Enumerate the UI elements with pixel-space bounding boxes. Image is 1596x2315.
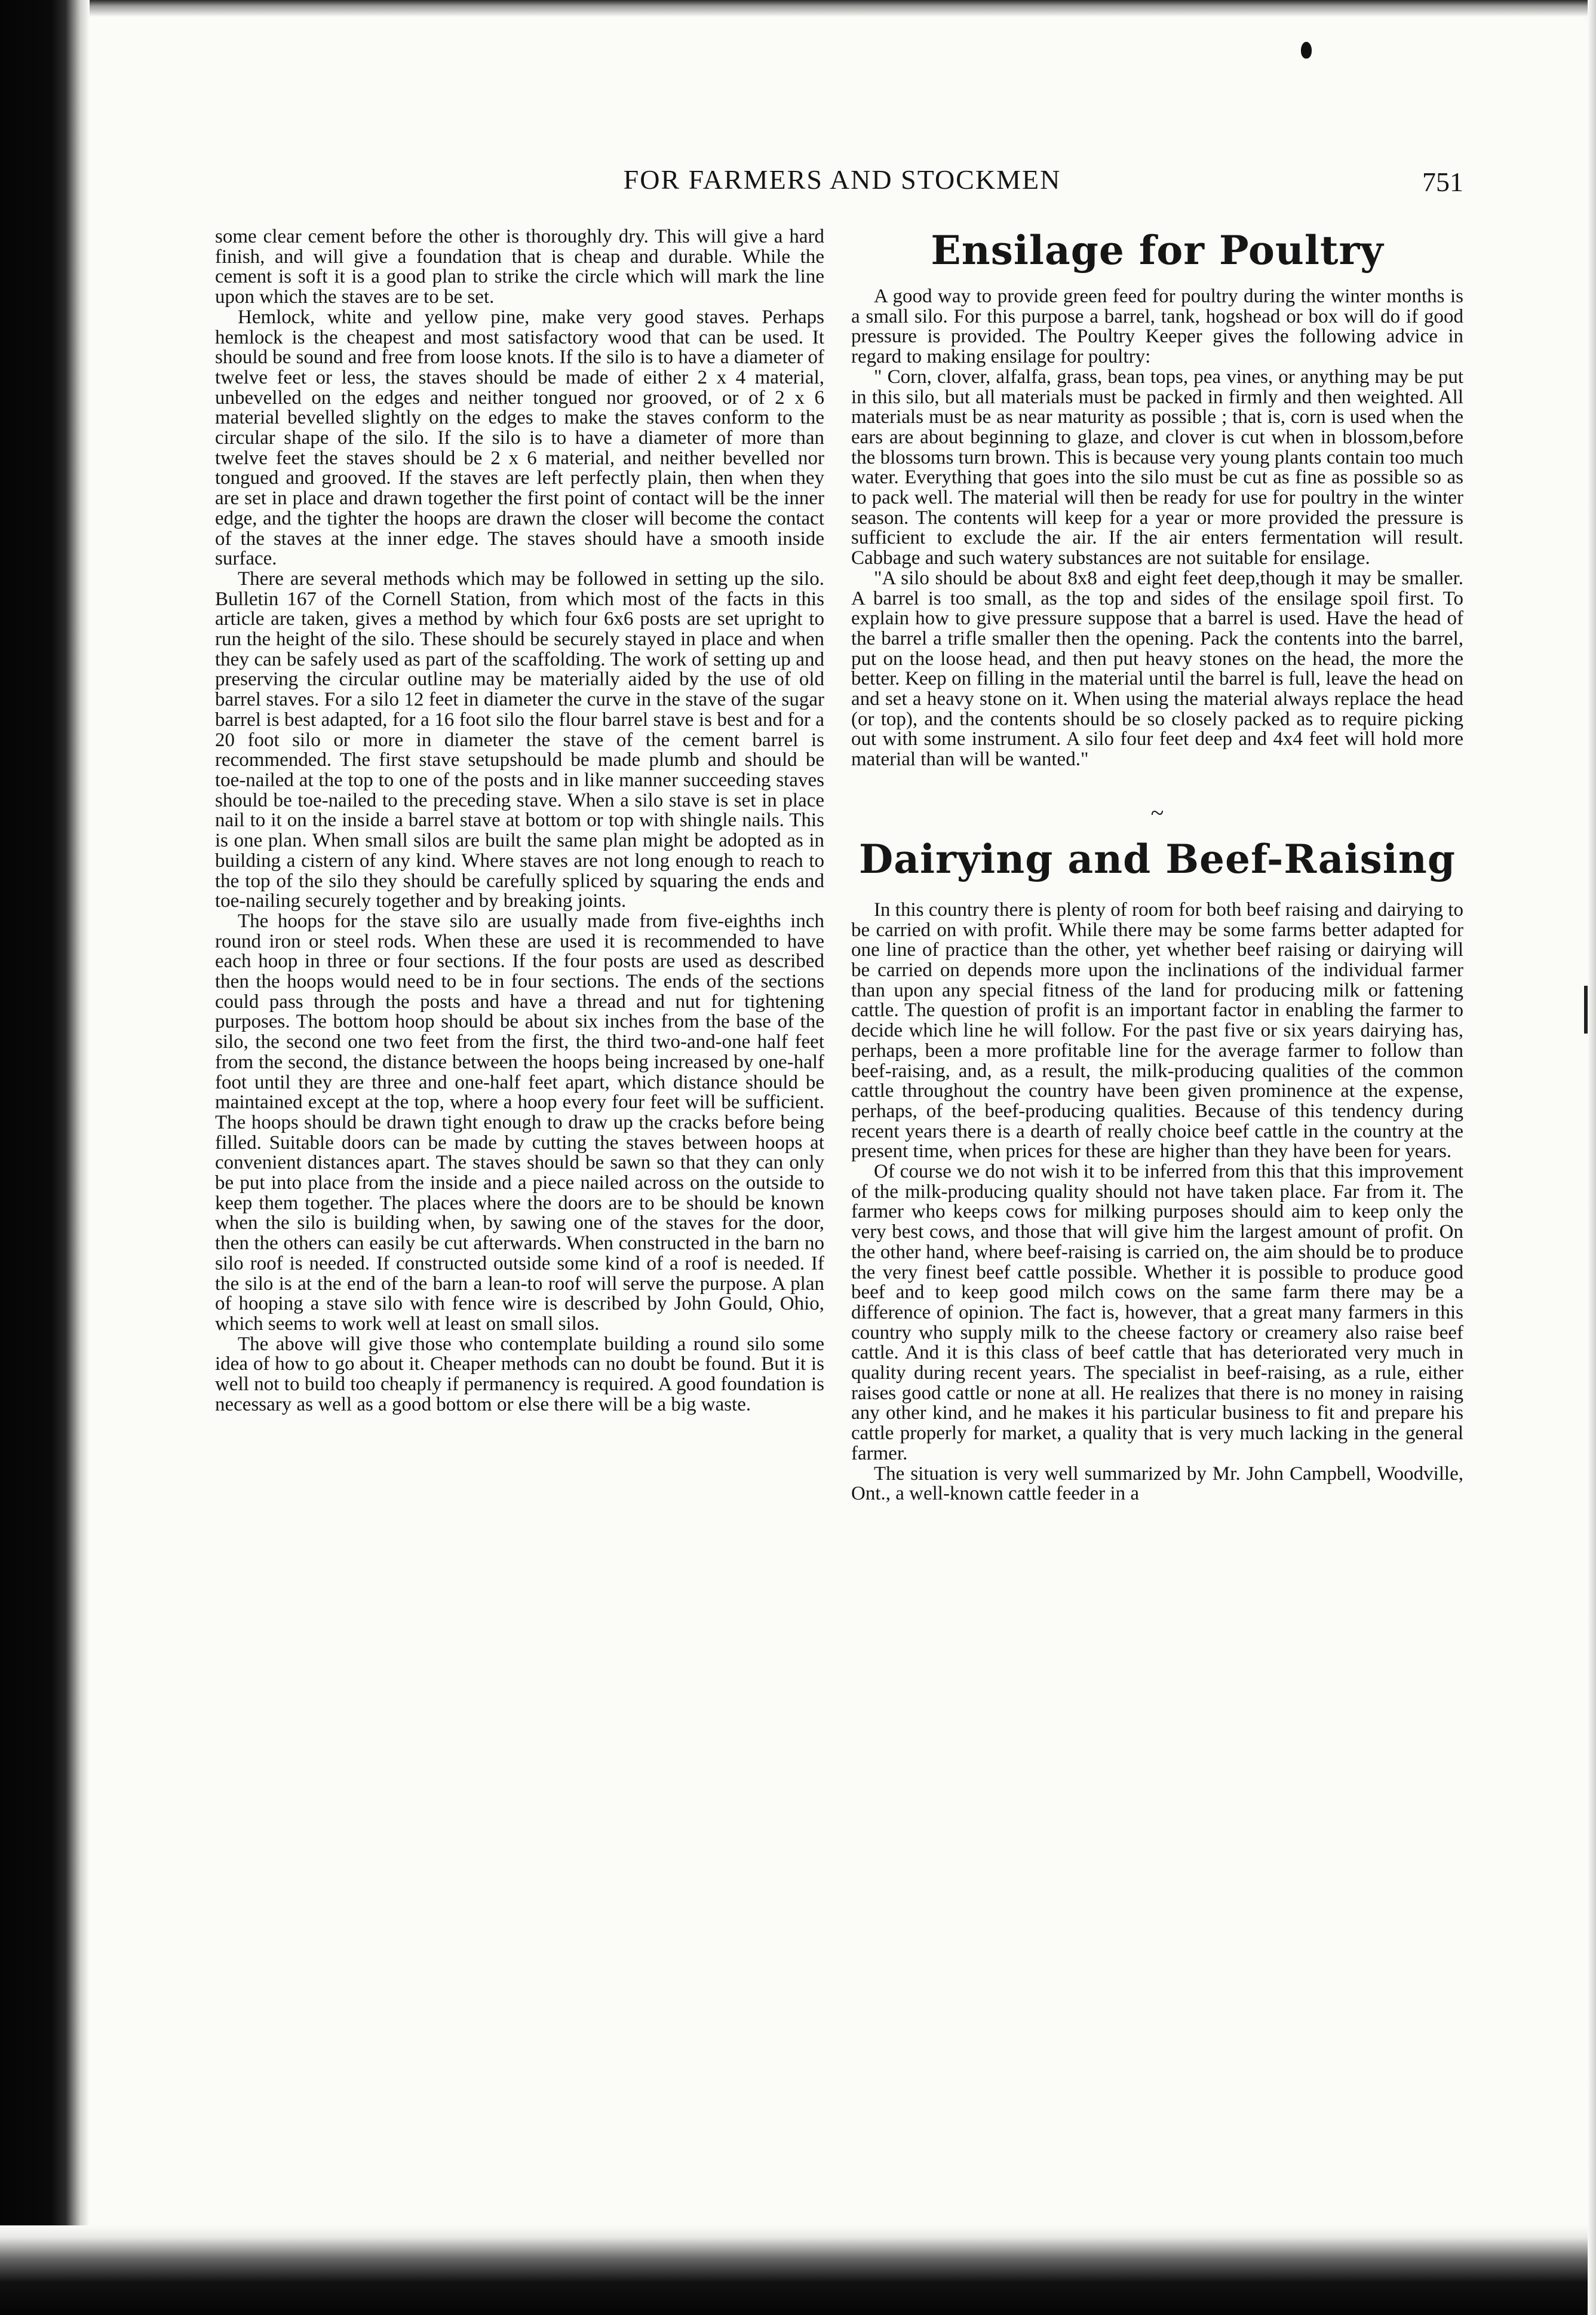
- paragraph: Of course we do not wish it to be inferred from this that this improvement of the milk-producing quality should not have taken place. Far from it. The farmer who keeps cows for milking purposes should aim to keep only the very best cows, and those that will give him the largest amount of profit. On the other hand, where beef-raising is carried on, the aim should be to produce the very finest beef cattle possible. Whether it is possible to produce good beef and to keep good milch cows on the same farm there may be a difference of opinion. The fact is, however, that a great many farmers in this country who supply milk to the cheese factory or creamery also raise beef cattle. And it is this class of beef cattle that has deteriorated very much in quality during recent years. The specialist in beef-raising, as a rule, either raises good cattle or none at all. He realizes that there is no money in raising any other kind, and he makes it his particular business to fit and prepare his cattle properly for market, a quality that is very much lacking in the general farmer.: [851, 1161, 1463, 1464]
- paragraph: The above will give those who contemplate building a round silo some idea of how to go about it. Cheaper methods can no doubt be found. But it is well not to build too cheaply if permanency is required. A good foundation is necessary as well as a good bottom or else there will be a big waste.: [215, 1333, 824, 1415]
- ink-spot: [1301, 42, 1312, 59]
- section-ornament: ~: [1150, 799, 1164, 826]
- scan-edge-left: [0, 0, 90, 2315]
- left-column: [215, 227, 824, 1415]
- page-number: 751: [1422, 167, 1463, 197]
- paragraph: The situation is very well summarized by Mr. John Campbell, Woodville, Ont., a well-known cattle feeder in a: [851, 1462, 1463, 1505]
- paragraph: A good way to provide green feed for poultry during the winter months is a small silo. For this purpose a barrel, tank, hogshead or box will do if good pressure is provided. The Poultry Keeper gives the following advice in regard to making ensilage for poultry:: [851, 286, 1463, 368]
- paragraph: The hoops for the stave silo are usually made from five-eighths inch round iron or steel rods. When these are used it is recommended to have each hoop in three or four sections. If the four posts are used as described then the hoops would need to be in four sections. The ends of the sections could pass through the posts and have a thread and nut for tightening purposes. The bottom hoop should be about six inches from the base of the silo, the second one two feet from the first, the third two-and-one half feet from the second, the distance between the hoops being increased by one-half foot until they are three and one-half feet apart, which distance should be maintained except at the top, where a hoop every four feet will be sufficient. The hoops should be drawn tight enough to draw up the cracks before being filled. Suitable doors can be made by cutting the staves between hoops at convenient distances apart. The staves should be sawn so that they can only be put into place from the inside and a piece nailed across on the outside to keep them together. The places where the doors are to be should be known when the silo is building when, by sawing one of the staves for the door, then the others can easily be cut afterwards. When constructed in the barn no silo roof is needed. If constructed outside some kind of a roof is needed. If the silo is at the end of the barn a lean-to roof will serve the purpose. A plan of hooping a stave silo with fence wire is described by John Gould, Ohio, which seems to work well at least on small silos.: [215, 910, 824, 1335]
- margin-mark: [1584, 986, 1588, 1034]
- scan-edge-bottom: [0, 2225, 1596, 2315]
- running-title: FOR FARMERS AND STOCKMEN: [623, 164, 1061, 195]
- paragraph: "A silo should be about 8x8 and eight feet deep,though it may be smaller. A barrel is too small, as the top and sides of the ensilage spoil first. To explain how to give pressure suppose that a barrel is used. Have the head of the barrel a trifle smaller then the opening. Pack the contents into the barrel, put on the loose head, and then put heavy stones on the head, the more the better. Keep on filling in the material until the barrel is full, leave the head on and set a heavy stone on it. When using the material always replace the head (or top), and the contents should be so closely packed as to require picking out with some instrument. A silo four feet deep and 4x4 feet will hold more material than will be wanted.": [851, 567, 1463, 771]
- scan-edge-right: [1588, 0, 1596, 2315]
- paragraph: " Corn, clover, alfalfa, grass, bean tops, pea vines, or anything may be put in this silo, but all materials must be packed in firmly and then weighted. All materials must be as near maturity as possible ; that is, corn is used when the ears are about beginning to glaze, and clover is cut when in blossom,before the blossoms turn brown. This is because very young plants contain too much water. Everything that goes into the silo must be cut as fine as possible so as to pack well. The material will then be ready for use for poultry in the winter season. The contents will keep for a year or more provided the pressure is sufficient to exclude the air. If the air enters fermentation will result. Cabbage and such watery substances are not suitable for ensilage.: [851, 366, 1463, 569]
- paragraph: There are several methods which may be followed in setting up the silo. Bulletin 167 of the Cornell Station, from which most of the facts in this article are taken, gives a method by which four 6x6 posts are set upright to run the height of the silo. These should be securely stayed in place and when they can be safely used as part of the scaffolding. The work of setting up and preserving the circular outline may be materially aided by the use of old barrel staves. For a silo 12 feet in diameter the curve in the stave of the sugar barrel is best adapted, for a 16 foot silo the flour barrel stave is best and for a 20 foot silo or more in diameter the stave of the cement barrel is recommended. The first stave setupshould be made plumb and should be toe-nailed at the top to one of the posts and in like manner succeeding staves should be toe-nailed to the preceding stave. When a silo stave is set in place nail to it on the inside a barrel stave at bottom or top with shingle nails. This is one plan. When small silos are built the same plan might be adopted as in building a cistern of any kind. Where staves are not long enough to reach to the top of the silo they should be carefully spliced by squaring the ends and toe-nailing securely together and by breaking joints.: [215, 568, 824, 912]
- right-column: [851, 227, 1463, 1504]
- paragraph: some clear cement before the other is thoroughly dry. This will give a hard finish, and will give a foundation that is cheap and durable. While the cement is soft it is a good plan to strike the circle which will mark the line upon which the staves are to be set.: [215, 226, 824, 308]
- scan-edge-top: [90, 0, 1596, 17]
- paragraph: Hemlock, white and yellow pine, make very good staves. Perhaps hemlock is the cheapest and most satisfactory wood that can be used. It should be sound and free from loose knots. If the silo is to have a diameter of twelve feet or less, the staves should be made of either 2 x 4 material, unbevelled on the edges and neither tongued nor grooved, or of 2 x 6 material bevelled slightly on the edges to make the staves conform to the circular shape of the silo. If the silo is to have a diameter of more than twelve feet the staves should be 2 x 6 material, and neither bevelled nor tongued and grooved. If the staves are left perfectly plain, then when they are set in place and drawn together the first point of contact will be the inner edge, and the tighter the hoops are drawn the closer will become the contact of the staves at the inner edge. The staves should have a smooth inside surface.: [215, 306, 825, 570]
- running-head: [221, 164, 1463, 206]
- article-headline-ensilage: Ensilage for Poultry: [931, 227, 1384, 274]
- article-headline-dairying: Dairying and Beef-Raising: [858, 835, 1456, 882]
- paragraph: In this country there is plenty of room for both beef raising and dairying to be carried on with profit. While there may be some farms better adapted for one line of practice than the other, yet whether beef raising or dairying will be carried on depends more upon the inclinations of the individual farmer than upon any special fitness of the land for producing milk or fattening cattle. The question of profit is an important factor in enabling the farmer to decide which line he will follow. For the past five or six years dairying has, perhaps, been a more profitable line for the average farmer to follow than beef-raising, and, as a result, the milk-producing qualities of the common cattle throughout the country have been given prominence at the expense, perhaps, of the beef-producing qualities. Because of this tendency during recent years there is a dearth of really choice beef cattle in the country at the present time, when prices for these are higher than they have been for years.: [851, 899, 1463, 1163]
